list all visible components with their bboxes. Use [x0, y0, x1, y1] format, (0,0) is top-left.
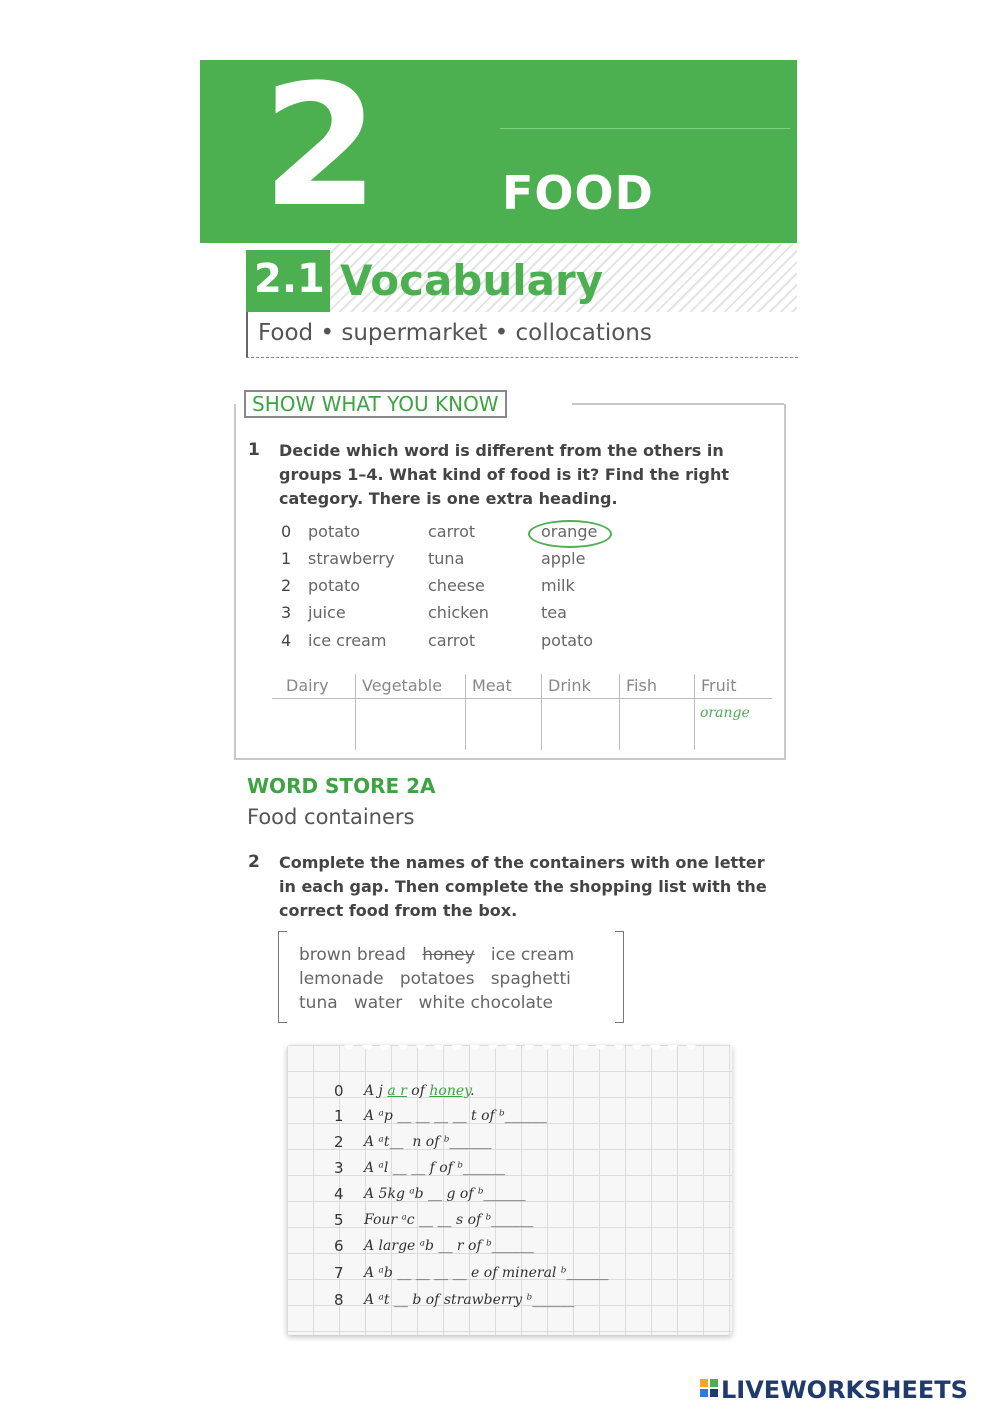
category-header-rule — [272, 698, 772, 699]
word-box-line — [299, 945, 574, 965]
chapter-number: 2 — [262, 48, 379, 244]
list-item[interactable]: A 5kg ᵃb __ g of ᵇ______ — [364, 1186, 526, 1202]
box-word: potatoes — [399, 969, 475, 989]
list-item[interactable]: A large ᵃb __ r of ᵇ______ — [364, 1238, 534, 1254]
list-item[interactable]: A ᵃp __ __ __ __ t of ᵇ______ — [364, 1108, 547, 1124]
category-heading: Meat — [472, 676, 512, 695]
word-store-title: WORD STORE 2A — [247, 774, 436, 798]
category-heading: Drink — [548, 676, 591, 695]
box-word: white chocolate — [418, 993, 553, 1013]
list-item-number: 3 — [334, 1159, 344, 1177]
list-item-number: 5 — [334, 1211, 344, 1229]
exercise-1-number: 1 — [248, 440, 260, 460]
category-divider — [541, 674, 542, 750]
word-box-left-bracket — [278, 931, 287, 1023]
group-word: ice cream — [308, 631, 387, 650]
box-top-line — [572, 403, 784, 405]
answer-food[interactable]: honey — [429, 1083, 471, 1099]
category-heading: Fish — [626, 676, 657, 695]
list-item[interactable]: A ᵃb __ __ __ __ e of mineral ᵇ______ — [364, 1265, 609, 1281]
list-item-number: 0 — [334, 1082, 344, 1100]
section-title: Vocabulary — [340, 256, 604, 305]
list-item[interactable]: Four ᵃc __ __ s of ᵇ______ — [364, 1212, 534, 1228]
category-divider — [694, 674, 695, 750]
group-number: 3 — [281, 603, 292, 622]
box-word-crossed: honey — [422, 945, 475, 965]
group-word: chicken — [428, 603, 489, 622]
box-word: spaghetti — [490, 969, 571, 989]
box-word: water — [353, 993, 403, 1013]
group-word: potato — [308, 522, 361, 541]
list-text: of — [406, 1083, 430, 1099]
section-number: 2.1 — [254, 256, 325, 302]
group-number: 1 — [281, 549, 292, 568]
answer-circle — [528, 520, 612, 548]
group-number: 4 — [281, 631, 292, 650]
list-item-number: 6 — [334, 1237, 344, 1255]
exercise-2-number: 2 — [248, 852, 260, 872]
list-text: . — [470, 1083, 475, 1099]
group-word: milk — [541, 576, 575, 595]
list-item-example — [364, 1083, 475, 1099]
box-word: ice cream — [490, 945, 575, 965]
paper-torn-edge — [340, 1045, 700, 1057]
group-word: potato — [541, 631, 594, 650]
show-what-you-know-title: SHOW WHAT YOU KNOW — [244, 390, 507, 418]
group-word: apple — [541, 549, 586, 568]
liveworksheets-logo-icon — [700, 1379, 718, 1397]
box-word: tuna — [299, 993, 338, 1013]
category-answer-fruit[interactable]: orange — [700, 705, 750, 721]
banner-rule — [500, 128, 790, 129]
liveworksheets-logo-text[interactable]: LIVEWORKSHEETS — [721, 1376, 968, 1404]
word-box-right-bracket — [615, 931, 624, 1023]
list-item-number: 1 — [334, 1107, 344, 1125]
group-word: orange — [541, 522, 598, 541]
answer-letters[interactable]: a r — [387, 1083, 407, 1099]
group-word: tea — [541, 603, 567, 622]
list-item[interactable]: A ᵃl __ __ f of ᵇ______ — [364, 1160, 505, 1176]
group-number: 0 — [281, 522, 292, 541]
word-box-line — [299, 993, 553, 1013]
group-number: 2 — [281, 576, 292, 595]
chapter-title: FOOD — [502, 166, 654, 220]
category-divider — [355, 674, 356, 750]
list-item-number: 4 — [334, 1185, 344, 1203]
group-word: juice — [308, 603, 346, 622]
word-box-line — [299, 969, 571, 989]
list-item[interactable]: A ᵃt __ b of strawberry ᵇ______ — [364, 1292, 575, 1308]
category-heading: Dairy — [286, 676, 329, 695]
box-word: lemonade — [299, 969, 384, 989]
category-divider — [465, 674, 466, 750]
list-item-number: 7 — [334, 1264, 344, 1282]
word-store-subtitle: Food containers — [247, 805, 415, 829]
group-word: strawberry — [308, 549, 395, 568]
section-subtitle-bar — [246, 312, 248, 357]
box-word: brown bread — [299, 945, 406, 965]
group-word: carrot — [428, 522, 476, 541]
category-heading: Fruit — [701, 676, 737, 695]
category-divider — [619, 674, 620, 750]
list-text: A j — [364, 1083, 388, 1099]
group-word: tuna — [428, 549, 465, 568]
list-item[interactable]: A ᵃt__ n of ᵇ______ — [364, 1134, 492, 1150]
list-item-number: 2 — [334, 1133, 344, 1151]
exercise-2-instruction: Complete the names of the containers with one letter in each gap. Then complete the shopping list with the correct food from the box. — [279, 853, 767, 920]
group-word: potato — [308, 576, 361, 595]
category-heading: Vegetable — [362, 676, 443, 695]
group-word: carrot — [428, 631, 476, 650]
section-subtitle-rule — [246, 357, 798, 358]
group-word: cheese — [428, 576, 485, 595]
exercise-1-instruction: Decide which word is different from the others in groups 1–4. What kind of food is it? Find the right category. There is one extra heading. — [279, 441, 729, 508]
section-subtitle: Food • supermarket • collocations — [258, 320, 652, 346]
list-item-number: 8 — [334, 1291, 344, 1309]
